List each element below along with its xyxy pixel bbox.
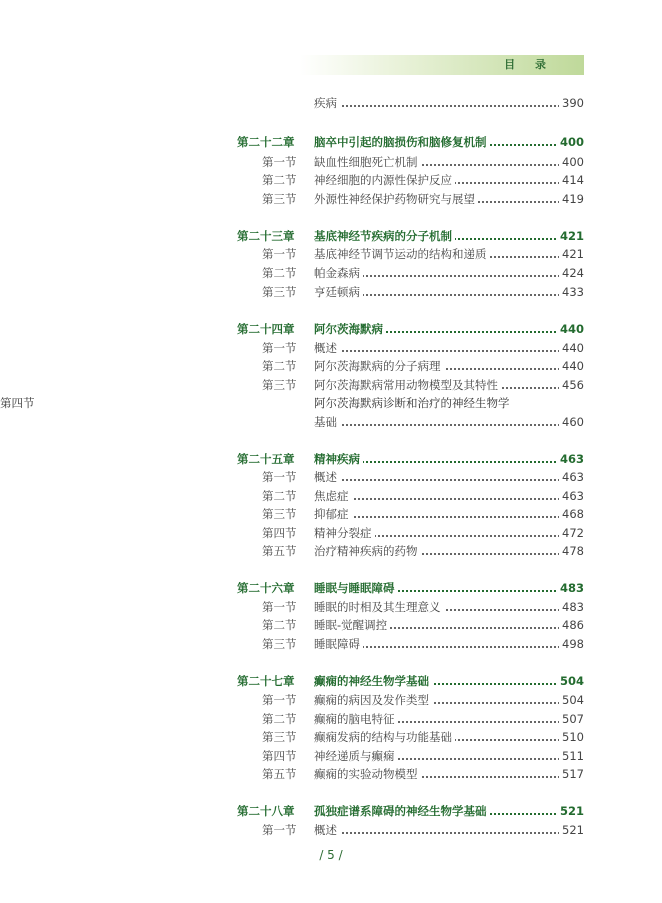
toc-chapter-row[interactable] [0,450,662,468]
toc-section-row[interactable] [0,598,662,616]
section-title: 癫痫的病因及发作类型 [314,691,432,709]
section-title: 睡眠的时相及其生理意义 [314,598,444,616]
chapter-number: 第二十七章 [237,674,295,688]
section-title: 治疗精神疾病的药物 [314,542,421,560]
toc-chapter-row[interactable] [0,320,662,338]
chapter-number: 第二十二章 [237,135,295,149]
page-ref: 483 [559,598,584,616]
section-title: 基底神经节调节运动的结构和递质 [314,245,490,263]
page-ref: 498 [559,635,584,653]
leader-dots [314,479,584,481]
page-ref: 456 [559,376,584,394]
toc-section-row[interactable] [0,171,662,189]
leader-dots [314,424,584,426]
toc-section-row[interactable] [0,710,662,728]
toc-section-row[interactable] [0,747,662,765]
section-number: 第二节 [262,489,297,503]
page-ref: 507 [559,710,584,728]
toc-chapter-row[interactable] [0,802,662,820]
page-ref: 521 [559,821,584,839]
section-number: 第四节 [0,396,35,410]
toc-section-row[interactable] [0,376,662,394]
section-title: 阿尔茨海默病诊断和治疗的神经生物学 [314,394,513,412]
toc-section-row[interactable] [0,339,662,357]
toc-chapter-row[interactable] [0,579,662,597]
section-title: 帕金森病 [314,264,363,282]
section-number: 第五节 [262,767,297,781]
section-title: 阿尔茨海默病常用动物模型及其特性 [314,376,501,394]
section-title: 外源性神经保护药物研究与展望 [314,190,478,208]
section-title: 阿尔茨海默病的分子病理 [314,357,444,375]
chapter-title: 癫痫的神经生物学基础 [314,672,432,690]
toc-section-row[interactable] [0,765,662,783]
section-number: 第一节 [262,247,297,261]
section-number: 第一节 [262,341,297,355]
page-ref: 478 [559,542,584,560]
chapter-number: 第二十五章 [237,452,295,466]
section-title: 概述 [314,339,340,357]
page-ref: 517 [559,765,584,783]
page-ref: 419 [559,190,584,208]
toc-section-row[interactable] [0,190,662,208]
page-ref: 421 [557,227,584,245]
page-ref: 521 [557,802,584,820]
section-title: 焦虑症 [314,487,352,505]
section-number: 第二节 [262,173,297,187]
section-title: 睡眠障碍 [314,635,363,653]
toc-section-row[interactable] [0,524,662,542]
toc-section-row[interactable] [0,616,662,634]
toc-section-row[interactable] [0,94,662,112]
page-ref: 472 [559,524,584,542]
toc-section-row[interactable] [0,413,662,431]
section-title: 抑郁症 [314,505,352,523]
toc-section-row[interactable] [0,635,662,653]
toc-section-row[interactable] [0,357,662,375]
toc-section-row[interactable] [0,245,662,263]
section-number: 第四节 [262,749,297,763]
leader-dots [314,105,584,107]
chapter-number: 第二十六章 [237,581,295,595]
page-ref: 468 [559,505,584,523]
leader-dots [314,350,584,352]
chapter-title: 基底神经节疾病的分子机制 [314,227,455,245]
page-ref: 486 [559,616,584,634]
section-number: 第二节 [262,359,297,373]
page-ref: 463 [557,450,584,468]
page-number: / 5 / [319,848,343,862]
page-ref: 400 [559,153,584,171]
section-title: 癫痫的实验动物模型 [314,765,421,783]
page-ref: 460 [559,413,584,431]
section-title: 神经细胞的内源性保护反应 [314,171,455,189]
page-header-title: 目 录 [504,58,554,71]
section-number: 第三节 [262,730,297,744]
header-bar [300,55,584,75]
page-ref: 440 [559,339,584,357]
section-number: 第一节 [262,470,297,484]
section-number: 第四节 [262,526,297,540]
chapter-title: 阿尔茨海默病 [314,320,386,338]
toc-section-row[interactable] [0,487,662,505]
toc-section-row[interactable] [0,505,662,523]
toc-section-row[interactable] [0,468,662,486]
section-title: 神经递质与癫痫 [314,747,398,765]
page-ref: 463 [559,487,584,505]
section-number: 第三节 [262,378,297,392]
chapter-title: 睡眠与睡眠障碍 [314,579,398,597]
section-number: 第一节 [262,155,297,169]
section-number: 第五节 [262,544,297,558]
section-number: 第三节 [262,285,297,299]
page-ref: 511 [559,747,584,765]
section-title: 基础 [314,413,340,431]
page-ref: 504 [559,691,584,709]
section-title: 缺血性细胞死亡机制 [314,153,421,171]
section-number: 第二节 [262,712,297,726]
chapter-number: 第二十八章 [237,804,295,818]
page-ref: 510 [559,728,584,746]
section-number: 第三节 [262,507,297,521]
section-title: 疾病 [314,94,340,112]
toc-section-row[interactable] [0,691,662,709]
toc-section-row[interactable] [0,153,662,171]
toc-section-row[interactable] [0,264,662,282]
page-ref: 463 [559,468,584,486]
section-title: 概述 [314,468,340,486]
section-title: 癫痫的脑电特征 [314,710,398,728]
section-number: 第一节 [262,823,297,837]
toc-section-row[interactable] [0,283,662,301]
page-ref: 440 [559,357,584,375]
section-title: 癫痫发病的结构与功能基础 [314,728,455,746]
toc-chapter-row[interactable] [0,227,662,245]
section-number: 第二节 [262,266,297,280]
toc-section-row[interactable] [0,821,662,839]
section-number: 第一节 [262,693,297,707]
page-ref: 390 [559,94,584,112]
section-number: 第三节 [262,192,297,206]
chapter-title: 精神疾病 [314,450,363,468]
page-ref: 414 [559,171,584,189]
leader-dots [314,498,584,500]
leader-dots [314,516,584,518]
page-ref: 504 [557,672,584,690]
section-title: 精神分裂症 [314,524,375,542]
chapter-title: 孤独症谱系障碍的神经生物学基础 [314,802,490,820]
leader-dots [314,832,584,834]
page-ref: 433 [559,283,584,301]
section-title: 睡眠-觉醒调控 [314,616,390,634]
section-title: 亨廷顿病 [314,283,363,301]
page-ref: 421 [559,245,584,263]
toc-section-row[interactable] [0,542,662,560]
section-number: 第一节 [262,600,297,614]
toc-section-row[interactable] [0,394,662,412]
page-ref: 483 [557,579,584,597]
page-ref: 400 [557,133,584,151]
toc-chapter-row[interactable] [0,672,662,690]
chapter-title: 脑卒中引起的脑损伤和脑修复机制 [314,133,490,151]
section-number: 第二节 [262,618,297,632]
page-ref: 440 [557,320,584,338]
toc-section-row[interactable] [0,728,662,746]
chapter-number: 第二十三章 [237,229,295,243]
page-ref: 424 [559,264,584,282]
chapter-number: 第二十四章 [237,322,295,336]
toc-chapter-row[interactable] [0,133,662,151]
section-title: 概述 [314,821,340,839]
section-number: 第三节 [262,637,297,651]
